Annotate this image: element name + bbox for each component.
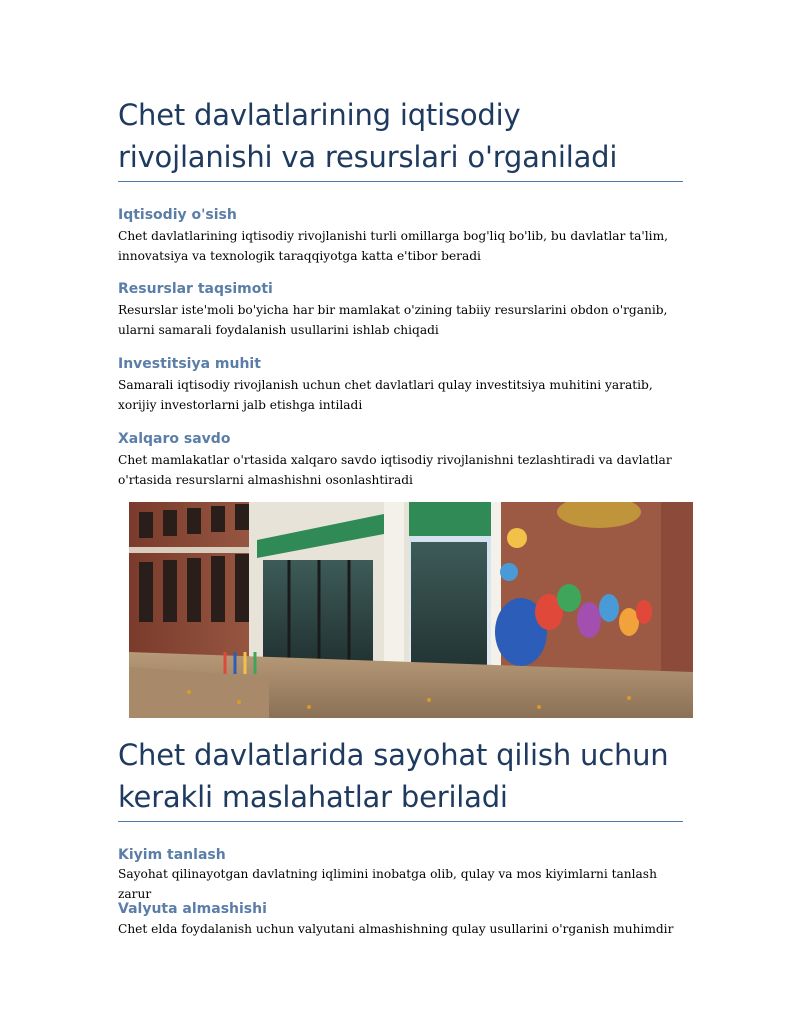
street-storefront-photo [129,502,693,718]
subheading-investment-environment: Investitsiya muhit [118,356,261,372]
section-2-heading: Chet davlatlarida sayohat qilish uchun kerakli maslahatlar beriladi [118,738,669,814]
section-1-divider [118,181,683,182]
subheading-currency-exchange: Valyuta almashishi [118,901,267,917]
subheading-economic-growth: Iqtisodiy o'sish [118,207,237,223]
paragraph-investment-environment: Samarali iqtisodiy rivojlanish uchun chet davlatlari qulay investitsiya muhitini yaratib, xorijiy investorlarni jalb etishga intiladi [118,378,653,412]
paragraph-international-trade: Chet mamlakatlar o'rtasida xalqaro savdo iqtisodiy rivojlanishni tezlashtiradi va davlatlar o'rtasida resurslarni almashishni osonlashtiradi [118,453,672,487]
subheading-clothing-choice: Kiyim tanlash [118,847,226,863]
subheading-international-trade: Xalqaro savdo [118,431,231,447]
paragraph-currency-exchange: Chet elda foydalanish uchun valyutani almashishning qulay usullarini o'rganish muhimdir [118,922,674,936]
paragraph-clothing-choice: Sayohat qilinayotgan davlatning iqlimini inobatga olib, qulay va mos kiyimlarni tanlash zarur [118,867,657,901]
paragraph-resource-distribution: Resurslar iste'moli bo'yicha har bir mamlakat o'zining tabiiy resurslarini obdon o'rganib, ularni samarali foydalanish usullarini ishlab chiqadi [118,303,668,337]
subheading-resource-distribution: Resurslar taqsimoti [118,281,273,297]
section-1-heading: Chet davlatlarining iqtisodiy rivojlanishi va resurslari o'rganiladi [118,98,618,174]
paragraph-economic-growth: Chet davlatlarining iqtisodiy rivojlanishi turli omillarga bog'liq bo'lib, bu davlatlar ta'lim, innovatsiya va texnologik taraqqiyotga katta e'tibor beradi [118,229,668,263]
section-2-divider [118,821,683,822]
